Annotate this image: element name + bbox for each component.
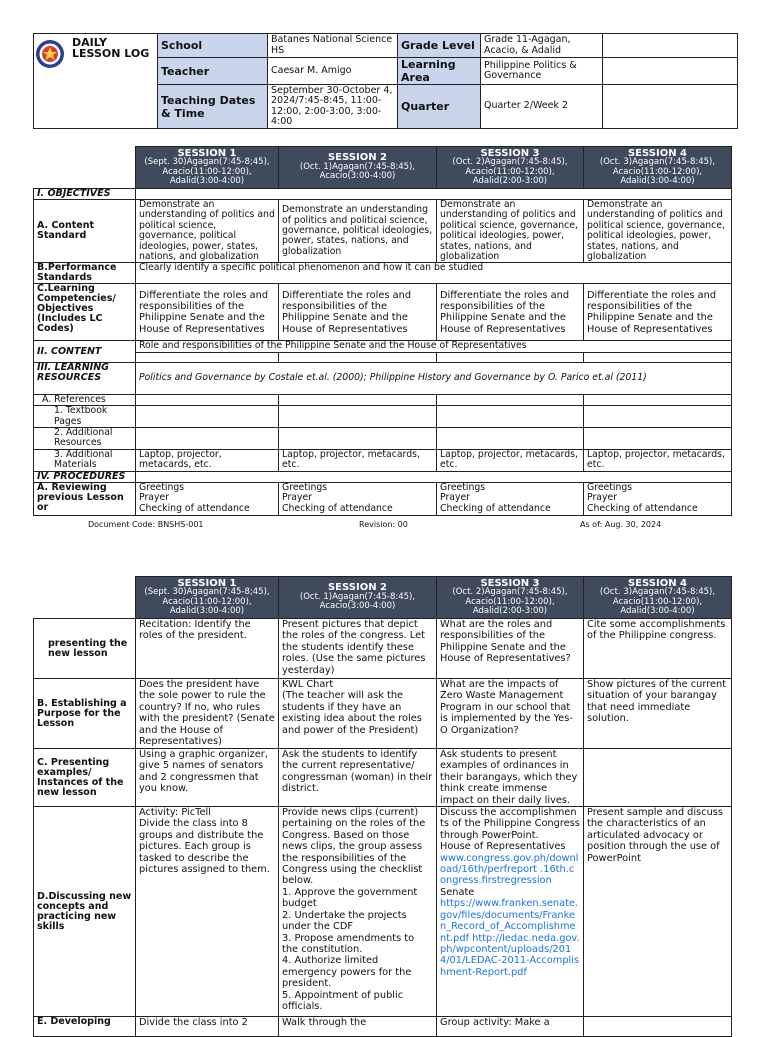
quarter-label: Quarter [398, 85, 481, 129]
examples-1: Using a graphic organizer, give 5 names of senators and 2 congressmen that you know. [136, 749, 279, 807]
purpose-3: What are the impacts of Zero Waste Management Program in our school that is implemented by the Yes-O Organization? [437, 679, 584, 749]
develop-1: Divide the class into 2 [136, 1017, 279, 1037]
review-3: Greetings Prayer Checking of attendance [437, 482, 584, 515]
discuss-3 [437, 807, 584, 1017]
materials-1: Laptop, projector, metacards, etc. [136, 449, 279, 471]
content-heading: II. CONTENT [34, 341, 136, 362]
session-2-header: SESSION 2 (Oct. 1)Agagan(7:45-8:45), Acacio(3:00-4:00) [279, 577, 437, 619]
textbook-label: 1. Textbook Pages [34, 406, 136, 428]
content-standard-2: Demonstrate an understanding of politics and political science, governance, political ideologies, power, states, nations, and globalization [279, 200, 437, 263]
dates-label: Teaching Dates & Time [158, 85, 268, 129]
empty-cell [603, 58, 738, 85]
purpose-4: Show pictures of the current situation of your barangay that need immediate solution. [584, 679, 732, 749]
content-standard-4: Demonstrate an understanding of politics and political science, governance, political ideologies, power, states, nations, and globalization [584, 200, 732, 263]
content-value: Role and responsibilities of the Philippine Senate and the House of Representatives [136, 341, 732, 352]
session-4-header: SESSION 4 (Oct. 3)Agagan(7:45-8:45), Acacio(11:00-12:00), Adalid(3:00-4:00) [584, 147, 732, 189]
quarter-value: Quarter 2/Week 2 [481, 85, 603, 129]
procedures-heading: IV. PROCEDURES [34, 471, 136, 482]
log-title: DAILY LESSON LOG [72, 36, 150, 60]
competency-2: Differentiate the roles and responsibilities of the Philippine Senate and the House of Representatives [279, 284, 437, 341]
presenting-1: Recitation: Identify the roles of the president. [136, 619, 279, 679]
review-label: A. Reviewing previous Lesson or [34, 482, 136, 515]
grade-label: Grade Level [398, 34, 481, 58]
area-label: Learning Area [398, 58, 481, 85]
content-standard-1: Demonstrate an understanding of politics and political science, governance, political ideologies, power, states, nations, and globalization [136, 200, 279, 263]
log-title-cell [34, 34, 158, 129]
school-label: School [158, 34, 268, 58]
review-2: Greetings Prayer Checking of attendance [279, 482, 437, 515]
presenting-label: presenting the new lesson [34, 619, 136, 679]
session-1-header: SESSION 1 (Sept. 30)Agagan(7:45-8;45), Acacio(11:00-12:00), Adalid(3:00-4:00) [136, 577, 279, 619]
lesson-table-page1 [33, 146, 732, 516]
discuss-2: Provide news clips (current) pertaining on the roles of the Congress. Based on those news clips, the group assess the responsibilities of the Congress using the checklist below. 1. Approve the government budget 2. Undertake the projects under the CDF 3. Propose amendments to the constitution. 4. Authorize limited emergency powers for the president. 5. Appointment of public officials. [279, 807, 437, 1017]
objectives-heading: I. OBJECTIVES [34, 189, 136, 200]
session-3-header: SESSION 3 (Oct. 2)Agagan(7:45-8:45), Acacio(11:00-12:00), Adalid(2:00-3:00) [437, 147, 584, 189]
developing-label: E. Developing [34, 1017, 136, 1037]
additional-resources-label: 2. Additional Resources [34, 428, 136, 450]
session-4-header: SESSION 4 (Oct. 3)Agagan(7:45-8:45), Acacio(11:00-12:00), Adalid(3:00-4:00) [584, 577, 732, 619]
competency-3: Differentiate the roles and responsibilities of the Philippine Senate and the House of Representatives [437, 284, 584, 341]
examples-2: Ask the students to identify the current representative/ congressman (woman) in their district. [279, 749, 437, 807]
competency-1: Differentiate the roles and responsibilities of the Philippine Senate and the House of Representatives [136, 284, 279, 341]
examples-label: C. Presenting examples/ Instances of the new lesson [34, 749, 136, 807]
discuss-1: Activity: PicTell Divide the class into 8 groups and distribute the pictures. Each group is tasked to describe the pictures assigned to them. [136, 807, 279, 1017]
resources-value: Politics and Governance by Costale et.al. (2000); Philippine History and Governance by O. Parico et.al (2011) [136, 362, 732, 394]
presenting-3: What are the roles and responsibilities of the Philippine Senate and the House of Representatives? [437, 619, 584, 679]
materials-2: Laptop, projector, metacards, etc. [279, 449, 437, 471]
header-table [33, 33, 738, 129]
competencies-label: C.Learning Competencies/ Objectives (Includes LC Codes) [34, 284, 136, 341]
as-of-date: As of: Aug. 30, 2024 [580, 520, 662, 529]
references-label: A. References [34, 394, 136, 405]
materials-3: Laptop, projector, metacards, etc. [437, 449, 584, 471]
presenting-4: Cite some accomplishments of the Philippine congress. [584, 619, 732, 679]
performance-standard: Clearly identify a specific political phenomenon and how it can be studied [136, 263, 732, 284]
empty-cell [603, 34, 738, 58]
discuss-label: D.Discussing new concepts and practicing new skills [34, 807, 136, 1017]
competency-4: Differentiate the roles and responsibilities of the Philippine Senate and the House of Representatives [584, 284, 732, 341]
purpose-1: Does the president have the sole power to rule the country? If no, who rules with the president? (Senate and the House of Representatives) [136, 679, 279, 749]
empty-cell [603, 85, 738, 129]
house-link[interactable]: www.congress.gov.ph/download/16th/perfreport .16th.congress.firstregression [440, 852, 579, 887]
examples-3: Ask students to present examples of ordinances in their barangays, which they think create immense impact on their daily lives. [437, 749, 584, 807]
resources-heading: III. LEARNING RESOURCES [34, 362, 136, 394]
performance-standard-label: B.Performance Standards [34, 263, 136, 284]
lesson-table-page2 [33, 576, 732, 1037]
review-1: Greetings Prayer Checking of attendance [136, 482, 279, 515]
develop-3: Group activity: Make a [437, 1017, 584, 1037]
session-2-header: SESSION 2 (Oct. 1)Agagan(7:45-8:45), Acacio(3:00-4:00) [279, 147, 437, 189]
grade-value: Grade 11-Agagan, Acacio, & Adalid [481, 34, 603, 58]
senate-links[interactable]: https://www.franken.senate.gov/files/documents/Franken_Record_of_Accomplishment.pdf http://ledac.neda.gov.ph/wpcontent/uploads/2014/01/LEDAC-2011-Accomplishment-Report.pdf [440, 898, 580, 978]
purpose-label: B. Establishing a Purpose for the Lesson [34, 679, 136, 749]
discuss-4: Present sample and discuss the characteristics of an articulated advocacy or position through the use of PowerPoint [584, 807, 732, 1017]
review-4: Greetings Prayer Checking of attendance [584, 482, 732, 515]
content-standard-3: Demonstrate an understanding of politics and political science, governance, political ideologies, power, states, nations, and globalization [437, 200, 584, 263]
dates-value: September 30-October 4, 2024/7:45-8:45, 11:00-12:00, 2:00-3:00, 3:00-4:00 [268, 85, 398, 129]
purpose-2: KWL Chart (The teacher will ask the students if they have an existing idea about the roles and power of the President) [279, 679, 437, 749]
materials-label: 3. Additional Materials [34, 449, 136, 471]
senate-label: Senate [440, 886, 475, 898]
area-value: Philippine Politics & Governance [481, 58, 603, 85]
teacher-value: Caesar M. Amigo [268, 58, 398, 85]
presenting-2: Present pictures that depict the roles of the congress. Let the students identify these roles. (Use the same pictures yesterday) [279, 619, 437, 679]
discuss-3-text: Discuss the accomplishments of the Philippine Congress through PowerPoint. House of Representatives [440, 807, 580, 853]
session-1-header: SESSION 1 (Sept. 30)Agagan(7:45-8;45), Acacio(11:00-12:00), Adalid(3:00-4:00) [136, 147, 279, 189]
examples-4 [584, 749, 732, 807]
document-code: Document Code: BNSHS-001 [88, 520, 204, 529]
school-value: Batanes National Science HS [268, 34, 398, 58]
materials-4: Laptop, projector, metacards, etc. [584, 449, 732, 471]
teacher-label: Teacher [158, 58, 268, 85]
revision: Revision: 00 [359, 520, 408, 529]
content-standard-label: A. Content Standard [34, 200, 136, 263]
develop-2: Walk through the [279, 1017, 437, 1037]
develop-4 [584, 1017, 732, 1037]
session-3-header: SESSION 3 (Oct. 2)Agagan(7:45-8:45), Acacio(11:00-12:00), Adalid(2:00-3:00) [437, 577, 584, 619]
